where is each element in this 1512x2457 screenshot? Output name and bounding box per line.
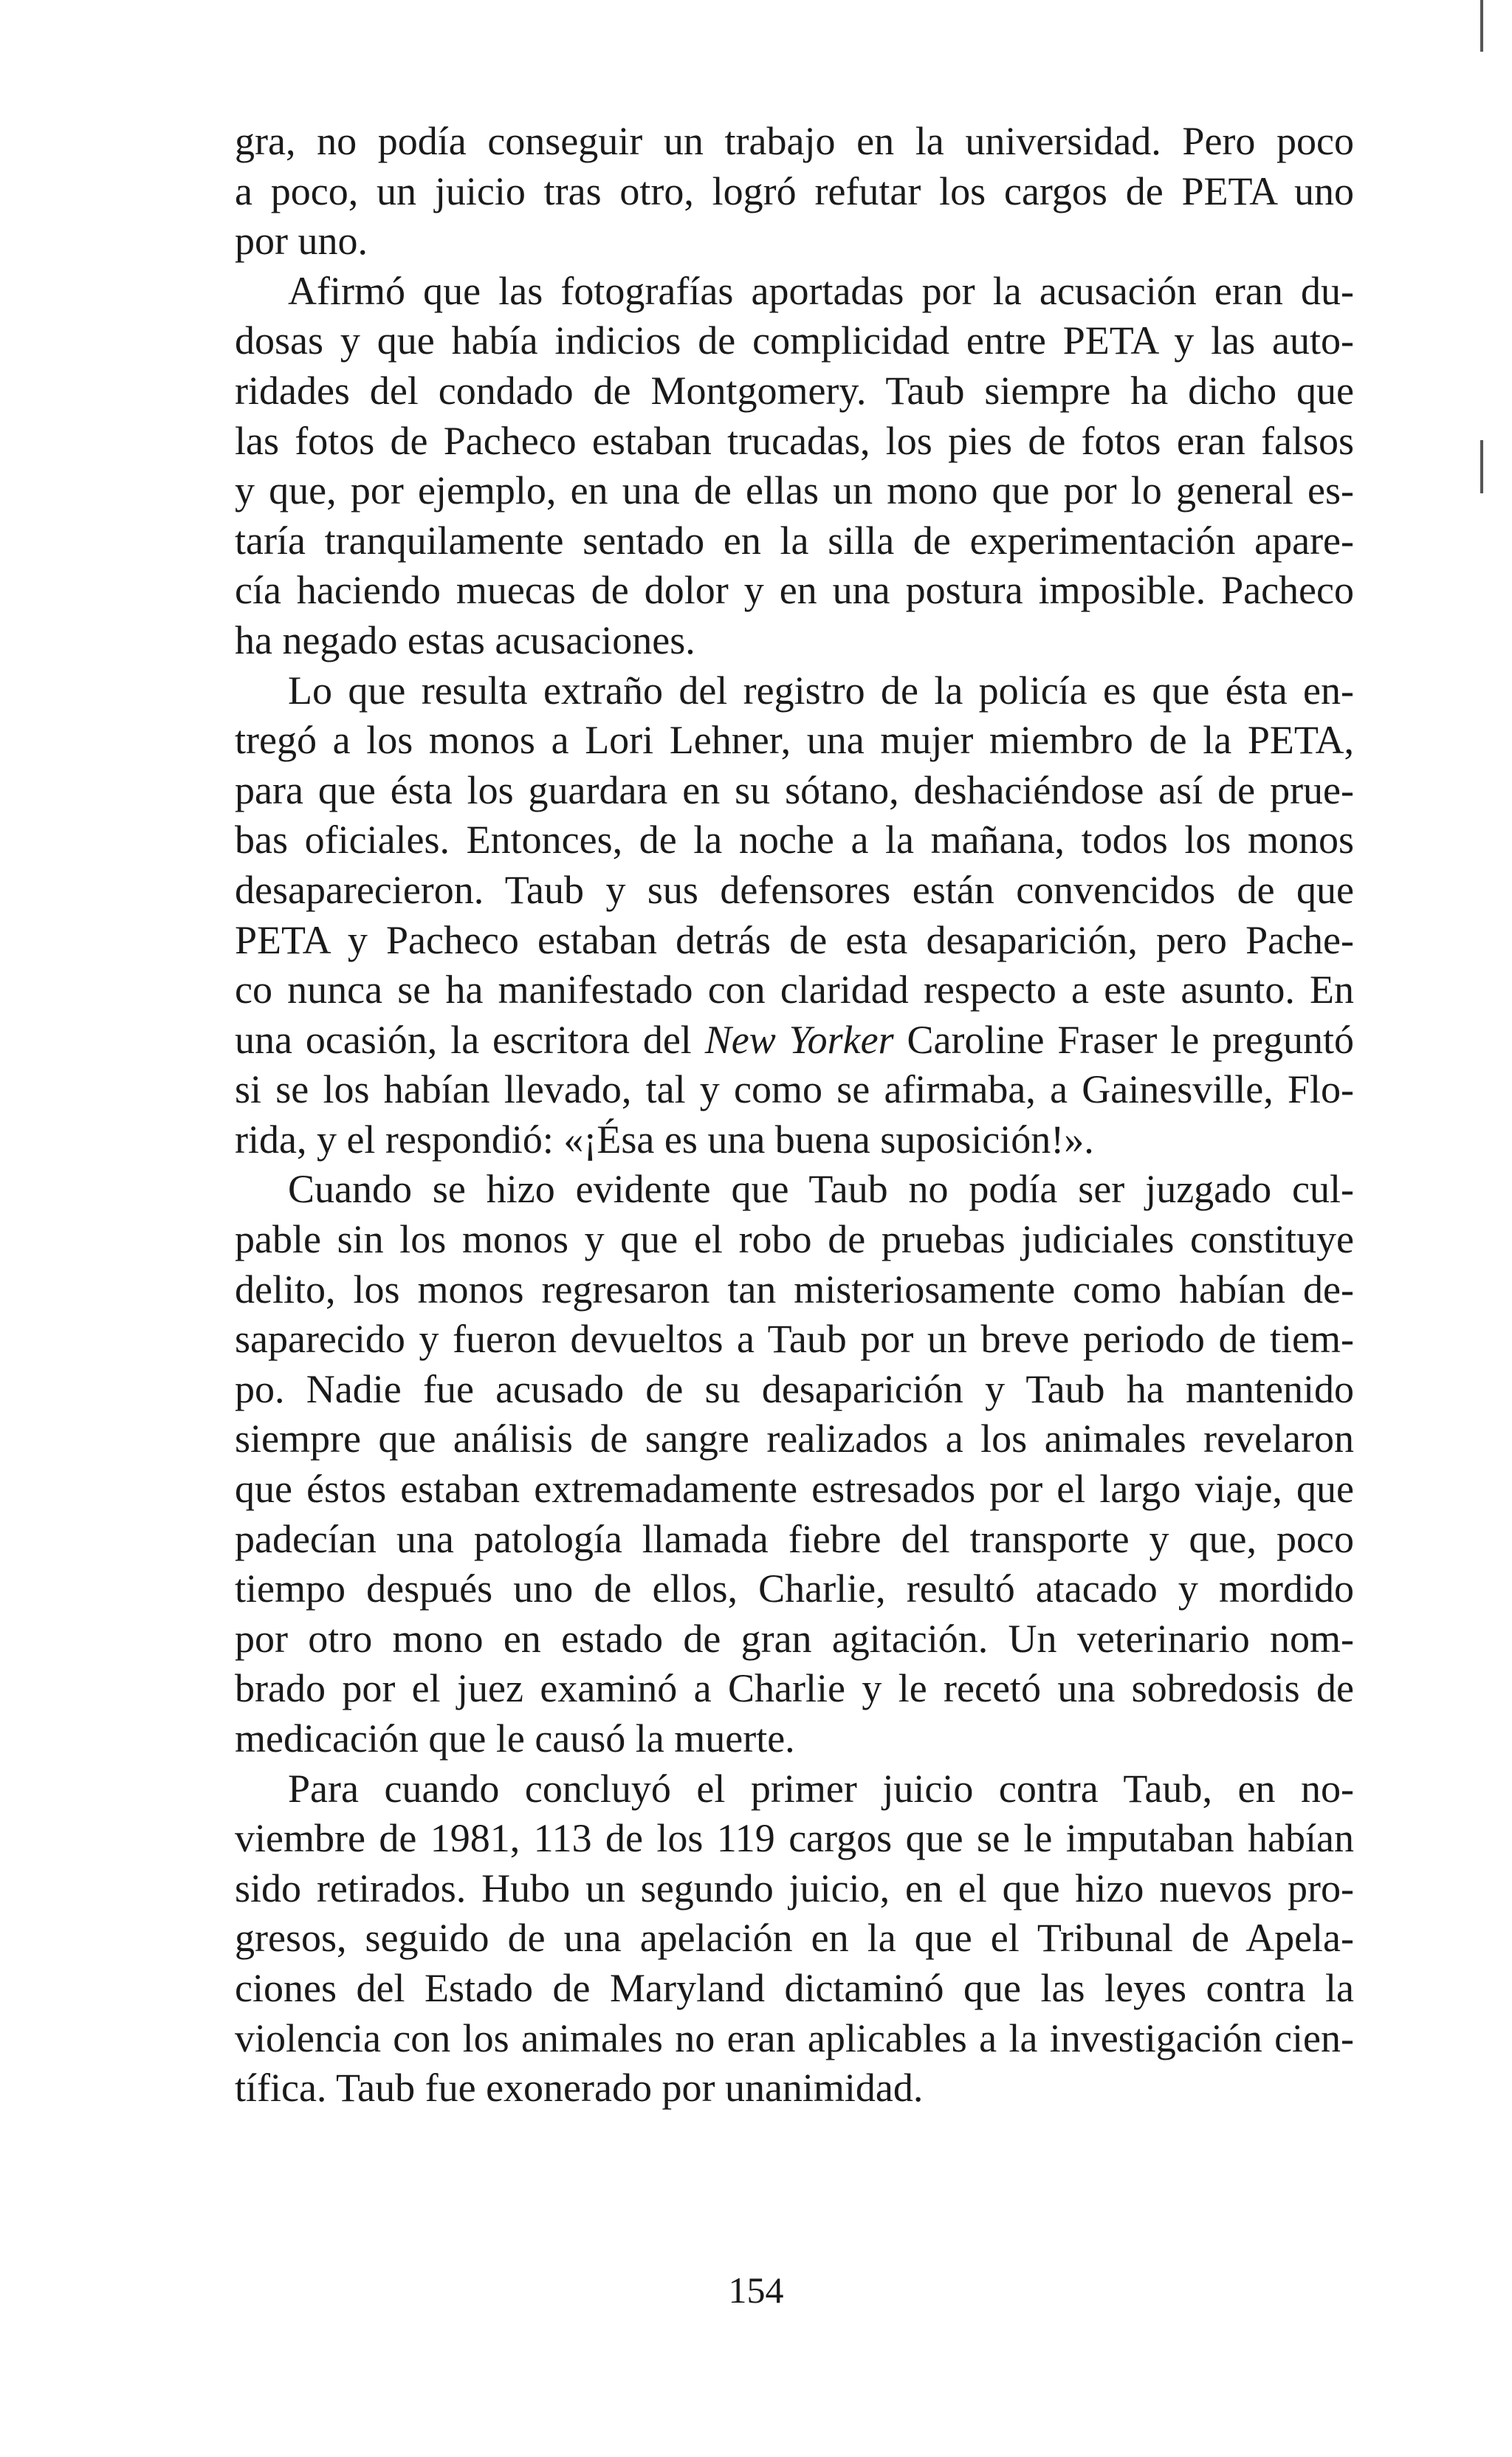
text-line: rida, y el respondió: «¡Ésa es una buena suposición!». [235,1117,1094,1162]
text-line: violencia con los animales no eran aplicables a la investigación cien- [235,2015,1354,2060]
body-text [235,117,1354,2114]
scan-edge-mark-top [1480,0,1483,52]
text-line: dosas y que había indicios de complicidad entre PETA y las auto- [235,318,1354,363]
text-line: PETA y Pacheco estaban detrás de esta desaparición, pero Pache- [235,917,1354,962]
text-line: co nunca se ha manifestado con claridad respecto a este asunto. En [235,967,1354,1012]
text-line: Para cuando concluyó el primer juicio contra Taub, en no- [288,1766,1354,1811]
text-segment: Caroline Fraser le preguntó [893,1017,1355,1062]
italic-title: New Yorker [704,1017,894,1062]
text-line: taría tranquilamente sentado en la silla de experimentación apare- [235,518,1354,563]
text-line: Cuando se hizo evidente que Taub no podía ser juzgado cul- [288,1167,1354,1212]
text-line: medicación que le causó la muerte. [235,1716,795,1761]
text-line: ridades del condado de Montgomery. Taub siempre ha dicho que [235,368,1354,413]
text-line: viembre de 1981, 113 de los 119 cargos que se le imputaban habían [235,1816,1354,1861]
text-line: tregó a los monos a Lori Lehner, una mujer miembro de la PETA, [235,718,1354,763]
text-line: por uno. [235,219,368,264]
text-line: ciones del Estado de Maryland dictaminó que las leyes contra la [235,1965,1354,2010]
text-line: cía haciendo muecas de dolor y en una postura imposible. Pacheco [235,568,1354,613]
text-line: desaparecieron. Taub y sus defensores están convencidos de que [235,867,1354,912]
text-line: Lo que resulta extraño del registro de la policía es que ésta en- [288,668,1354,713]
text-line: Afirmó que las fotografías aportadas por la acusación eran du- [288,268,1354,313]
text-line: brado por el juez examinó a Charlie y le recetó una sobredosis de [235,1666,1354,1711]
text-line: pable sin los monos y que el robo de pruebas judiciales constituye [235,1217,1354,1262]
text-line: gresos, seguido de una apelación en la que el Tribunal de Apela- [235,1916,1354,1961]
text-line: por otro mono en estado de gran agitación. Un veterinario nom- [235,1616,1354,1661]
text-line: tiempo después uno de ellos, Charlie, resultó atacado y mordido [235,1566,1354,1611]
text-line: y que, por ejemplo, en una de ellas un mono que por lo general es- [235,468,1354,513]
text-line: tífica. Taub fue exonerado por unanimidad. [235,2066,924,2111]
text-line: las fotos de Pacheco estaban trucadas, los pies de fotos eran falsos [235,418,1354,463]
text-line: para que ésta los guardara en su sótano, deshaciéndose así de prue- [235,767,1354,812]
text-line: saparecido y fueron devueltos a Taub por un breve periodo de tiem- [235,1317,1354,1362]
text-line: que éstos estaban extremadamente estresados por el largo viaje, que [235,1467,1354,1512]
text-line: delito, los monos regresaron tan misteriosamente como habían de- [235,1267,1354,1312]
text-line: sido retirados. Hubo un segundo juicio, en el que hizo nuevos pro- [235,1865,1354,1911]
text-line: bas oficiales. Entonces, de la noche a la mañana, todos los monos [235,818,1354,863]
page-number: 154 [728,2269,784,2311]
text-line: a poco, un juicio tras otro, logró refutar los cargos de PETA uno [235,168,1354,213]
text-line: gra, no podía conseguir un trabajo en la universidad. Pero poco [235,119,1354,163]
text-segment: una ocasión, la escritora del [235,1017,705,1062]
text-line: padecían una patología llamada fiebre del transporte y que, poco [235,1516,1354,1561]
text-line [235,1015,1354,1066]
text-line: si se los habían llevado, tal y como se afirmaba, a Gainesville, Flo- [235,1067,1354,1112]
text-line: ha negado estas acusaciones. [235,617,695,662]
scan-edge-mark-middle [1480,440,1483,493]
text-line: siempre que análisis de sangre realizados a los animales revelaron [235,1416,1354,1461]
text-line: po. Nadie fue acusado de su desaparición y Taub ha mantenido [235,1366,1354,1411]
